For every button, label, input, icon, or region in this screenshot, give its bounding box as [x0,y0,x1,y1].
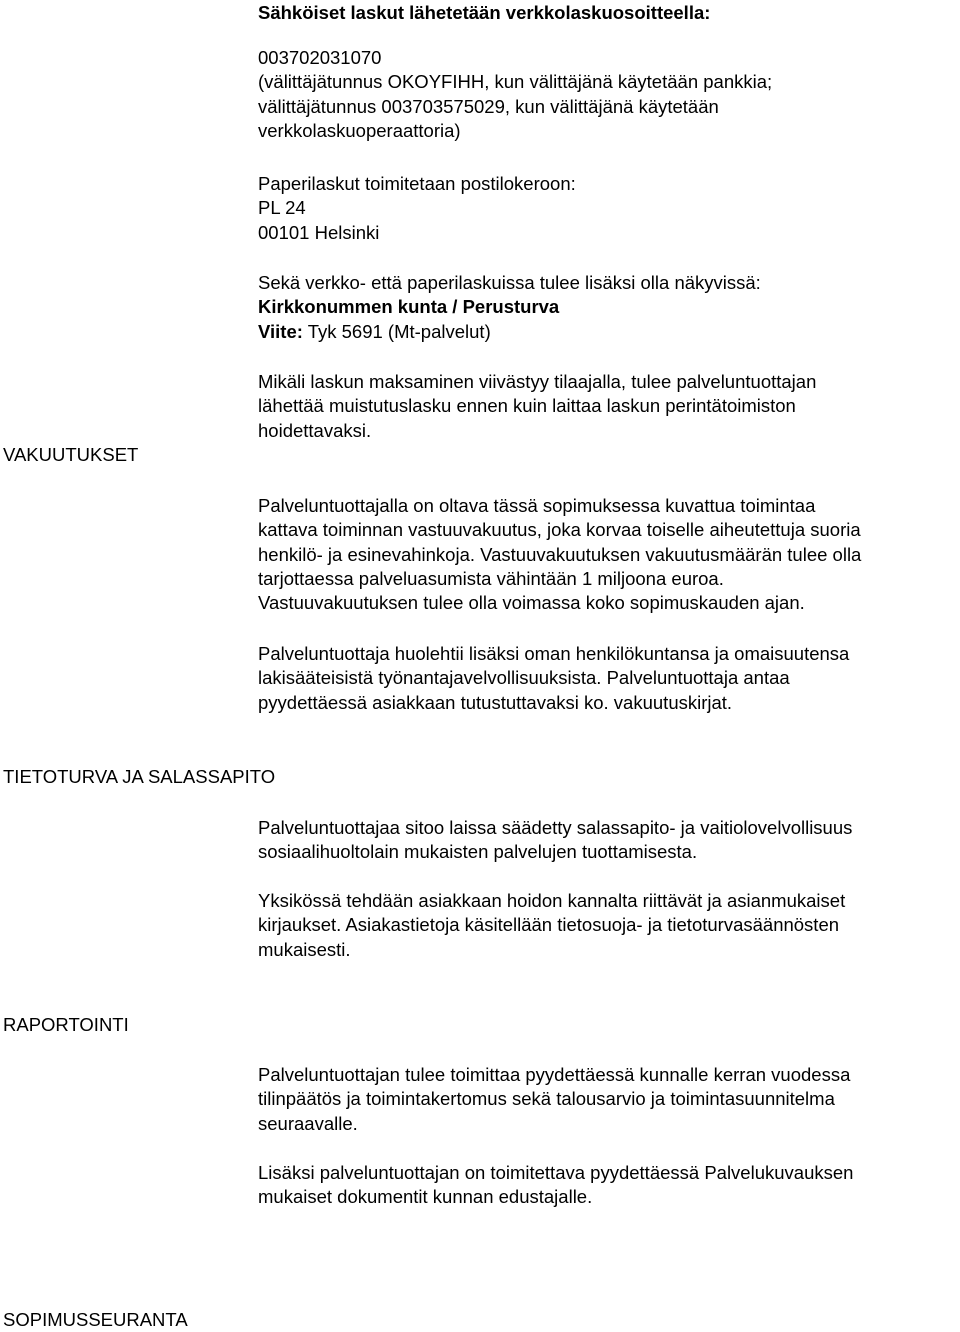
paragraph-line: Palveluntuottajalla on oltava tässä sopimuksessa kuvattua toimintaa [258,495,816,516]
paragraph-line: Palveluntuottajan tulee toimittaa pyydettäessä kunnalle kerran vuodessa [258,1064,851,1085]
address-line: (välittäjätunnus OKOYFIHH, kun välittäjänä käytetään pankkia; [258,71,773,93]
paragraph-line: mukaisesti. [258,938,351,960]
e-invoice-address [258,46,772,143]
invoice-required-info [258,271,761,344]
paragraph-line: sosiaalihuoltolain mukaisten palvelujen tuottamisesta. [258,841,698,863]
reporting-paragraph-2 [258,1161,853,1210]
paragraph-line: tilinpäätös ja toimintakertomus sekä talousarvio ja toimintasuunnitelma [258,1088,835,1110]
insurance-paragraph-1 [258,494,861,615]
paragraph-line: pyydettäessä asiakkaan tutustuttavaksi ko. vakuutuskirjat. [258,691,733,713]
recipient-organization: Kirkkonummen kunta / Perusturva [258,296,560,318]
paper-line: Paperilaskut toimitetaan postilokeroon: [258,173,576,194]
paper-invoice-address [258,172,576,245]
privacy-paragraph-2 [258,889,845,962]
paper-line: PL 24 [258,197,306,219]
address-line: verkkolaskuoperaattoria) [258,119,461,141]
paragraph-line: lakisääteisistä työnantajavelvollisuuksista. Palveluntuottaja antaa [258,667,790,689]
address-line: 003702031070 [258,47,382,68]
paragraph-line: henkilö- ja esinevahinkoja. Vastuuvakuutuksen vakuutusmäärän tulee olla [258,543,862,565]
paragraph-line: Lisäksi palveluntuottajan on toimitettava pyydettäessä Palvelukuvauksen [258,1162,854,1183]
reference-line [258,320,761,344]
paragraph-line: seuraavalle. [258,1112,358,1134]
paragraph-line: kattava toiminnan vastuuvakuutus, joka korvaa toiselle aiheutettuja suoria [258,519,861,541]
insurance-paragraph-2 [258,642,849,715]
reference-label: Viite: [258,320,303,342]
address-line: välittäjätunnus 003703575029, kun välittäjänä käytetään [258,95,719,117]
paragraph-line: kirjaukset. Asiakastietoja käsitellään tietosuoja- ja tietoturvasäännösten [258,914,840,936]
paragraph-line: mukaiset dokumentit kunnan edustajalle. [258,1186,593,1208]
paragraph-line: hoidettavaksi. [258,419,372,441]
section-heading-insurance: VAKUUTUKSET [3,444,139,465]
invoicing-title: Sähköiset laskut lähetetään verkkolaskuosoitteella: [258,2,711,23]
required-info-intro: Sekä verkko- että paperilaskuissa tulee lisäksi olla näkyvissä: [258,272,761,293]
section-heading-privacy: TIETOTURVA JA SALASSAPITO [3,766,276,787]
section-heading-reporting: RAPORTOINTI [3,1014,129,1035]
late-payment-paragraph [258,370,816,443]
paragraph-line: Palveluntuottaja huolehtii lisäksi oman henkilökuntansa ja omaisuutensa [258,643,850,664]
paper-line: 00101 Helsinki [258,221,380,243]
paragraph-line: tarjottaessa palveluasumista vähintään 1 miljoona euroa. [258,567,724,589]
reporting-paragraph-1 [258,1063,850,1136]
reference-value: Tyk 5691 (Mt-palvelut) [302,320,491,342]
privacy-paragraph-1 [258,816,852,865]
paragraph-line: Mikäli laskun maksaminen viivästyy tilaajalla, tulee palveluntuottajan [258,371,817,392]
section-heading-monitoring: SOPIMUSSEURANTA [3,1309,188,1330]
paragraph-line: Yksikössä tehdään asiakkaan hoidon kannalta riittävät ja asianmukaiset [258,890,846,911]
paragraph-line: lähettää muistutuslasku ennen kuin laittaa laskun perintätoimiston [258,395,796,417]
paragraph-line: Vastuuvakuutuksen tulee olla voimassa koko sopimuskauden ajan. [258,592,805,614]
paragraph-line: Palveluntuottajaa sitoo laissa säädetty salassapito- ja vaitiolovelvollisuus [258,817,853,838]
